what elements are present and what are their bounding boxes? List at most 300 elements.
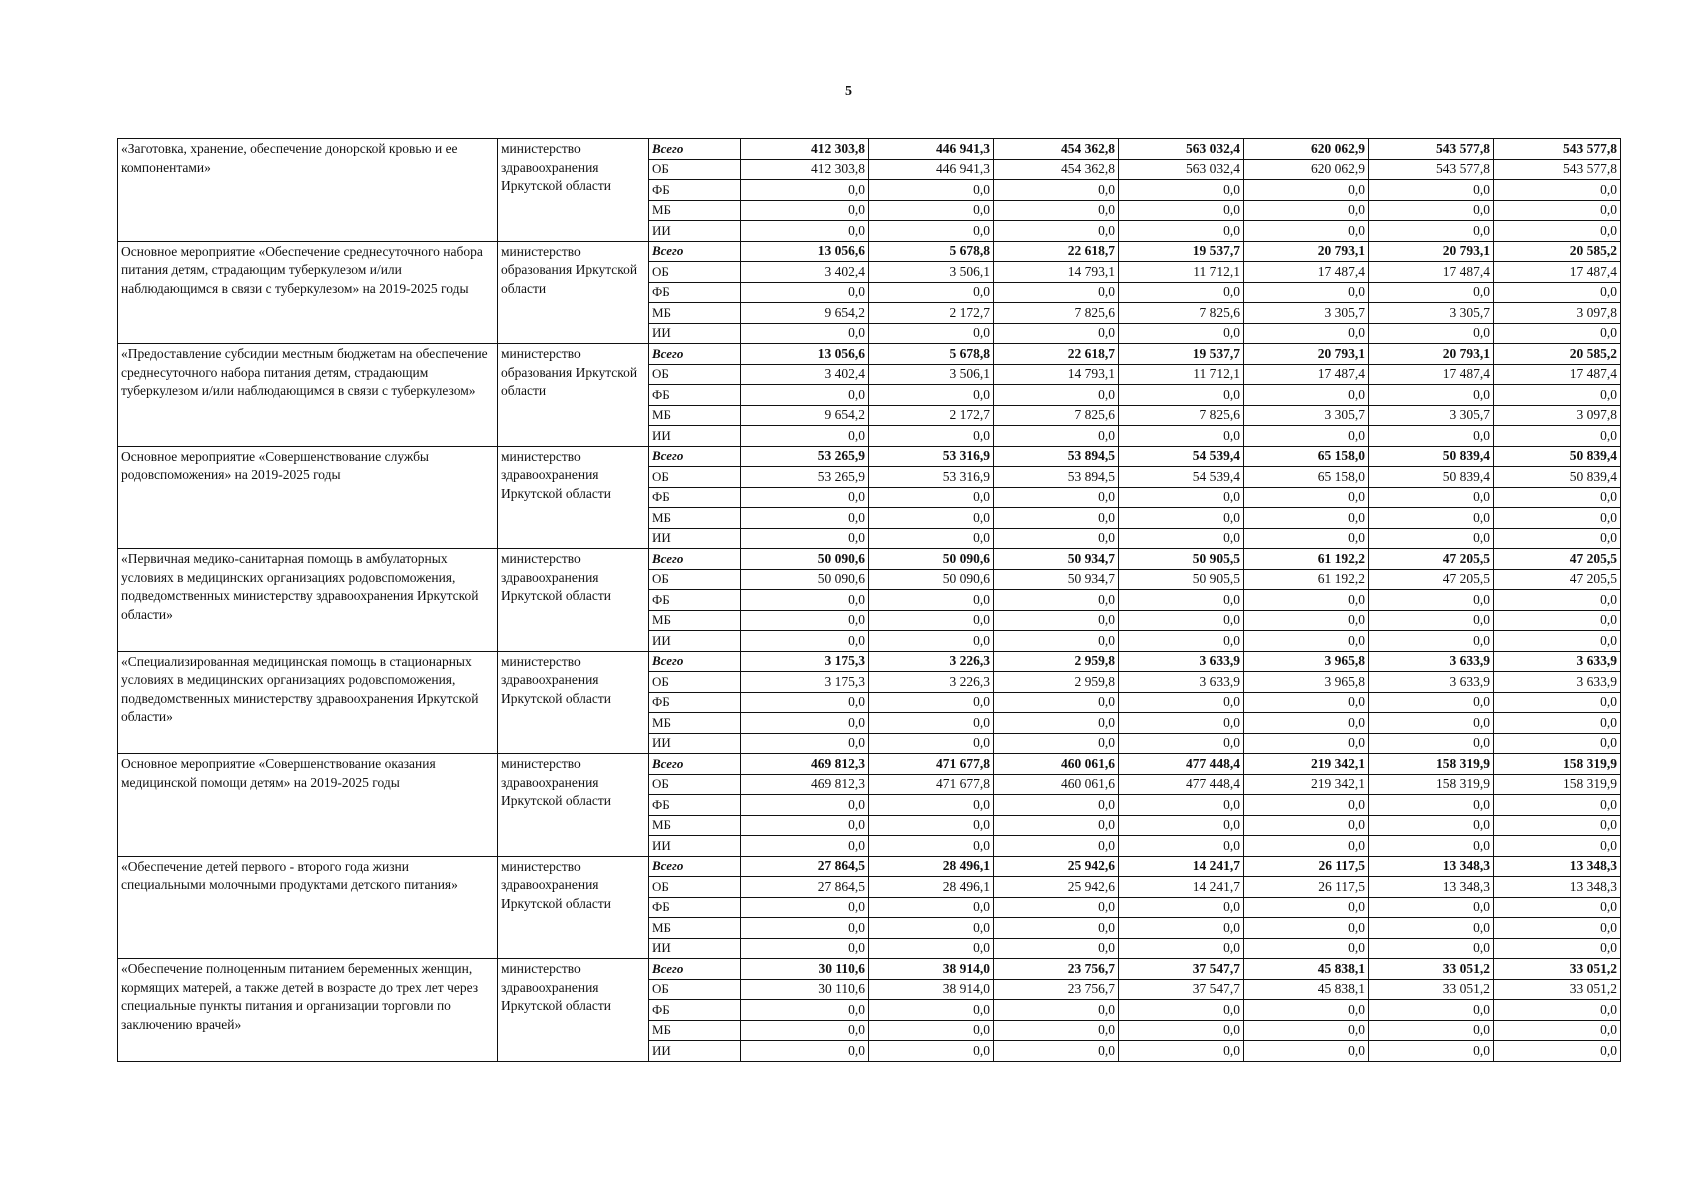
amount-cell: 27 864,5 [741,856,869,877]
amount-cell: 0,0 [994,815,1119,836]
funding-source: ОБ [649,979,741,1000]
amount-cell: 0,0 [1244,487,1369,508]
activity-name: «Первичная медико-санитарная помощь в амбулаторных условиях в медицинских организациях родовспоможения, подведомственных министерству здравоохранения Иркутской области» [118,549,498,652]
funding-source: ИИ [649,631,741,652]
executor-name: министерство здравоохранения Иркутской области [498,651,649,754]
amount-cell: 0,0 [1494,836,1621,857]
amount-cell: 54 539,4 [1119,467,1244,488]
amount-cell: 0,0 [1119,795,1244,816]
amount-cell: 0,0 [741,508,869,529]
funding-source: ОБ [649,364,741,385]
amount-cell: 3 633,9 [1369,672,1494,693]
amount-cell: 0,0 [1494,590,1621,611]
amount-cell: 0,0 [994,221,1119,242]
amount-cell: 7 825,6 [994,405,1119,426]
amount-cell: 454 362,8 [994,139,1119,160]
amount-cell: 14 241,7 [1119,856,1244,877]
amount-cell: 19 537,7 [1119,241,1244,262]
amount-cell: 3 305,7 [1244,303,1369,324]
amount-cell: 13 348,3 [1369,877,1494,898]
amount-cell: 0,0 [869,180,994,201]
amount-cell: 37 547,7 [1119,979,1244,1000]
amount-cell: 50 090,6 [741,569,869,590]
funding-source: МБ [649,1020,741,1041]
amount-cell: 37 547,7 [1119,959,1244,980]
amount-cell: 0,0 [1119,282,1244,303]
amount-cell: 0,0 [994,1020,1119,1041]
amount-cell: 0,0 [1244,897,1369,918]
amount-cell: 50 090,6 [741,549,869,570]
amount-cell: 0,0 [994,713,1119,734]
funding-source: Всего [649,856,741,877]
amount-cell: 53 316,9 [869,467,994,488]
amount-cell: 2 172,7 [869,303,994,324]
amount-cell: 158 319,9 [1494,754,1621,775]
amount-cell: 469 812,3 [741,754,869,775]
amount-cell: 0,0 [1119,385,1244,406]
amount-cell: 0,0 [1119,610,1244,631]
page-number: 5 [845,84,852,99]
amount-cell: 0,0 [741,897,869,918]
funding-source: Всего [649,549,741,570]
amount-cell: 3 506,1 [869,262,994,283]
table-row [118,344,1621,365]
amount-cell: 0,0 [869,795,994,816]
amount-cell: 0,0 [1494,938,1621,959]
amount-cell: 0,0 [869,487,994,508]
amount-cell: 0,0 [1244,1020,1369,1041]
amount-cell: 17 487,4 [1244,262,1369,283]
amount-cell: 13 056,6 [741,241,869,262]
funding-source: ИИ [649,1041,741,1062]
amount-cell: 0,0 [994,508,1119,529]
amount-cell: 0,0 [994,528,1119,549]
funding-source: МБ [649,508,741,529]
amount-cell: 0,0 [1494,508,1621,529]
funding-source: Всего [649,959,741,980]
funding-source: ИИ [649,836,741,857]
amount-cell: 11 712,1 [1119,262,1244,283]
amount-cell: 0,0 [1119,631,1244,652]
amount-cell: 53 316,9 [869,446,994,467]
amount-cell: 17 487,4 [1244,364,1369,385]
amount-cell: 3 097,8 [1494,405,1621,426]
amount-cell: 0,0 [869,631,994,652]
amount-cell: 0,0 [741,180,869,201]
amount-cell: 0,0 [741,1020,869,1041]
amount-cell: 25 942,6 [994,856,1119,877]
funding-source: ФБ [649,180,741,201]
amount-cell: 30 110,6 [741,979,869,1000]
funding-source: МБ [649,815,741,836]
amount-cell: 0,0 [741,385,869,406]
amount-cell: 0,0 [1369,323,1494,344]
activity-name: Основное мероприятие «Совершенствование оказания медицинской помощи детям» на 2019-2025 годы [118,754,498,857]
amount-cell: 53 894,5 [994,467,1119,488]
amount-cell: 0,0 [1244,426,1369,447]
amount-cell: 0,0 [1244,385,1369,406]
amount-cell: 5 678,8 [869,241,994,262]
amount-cell: 0,0 [1119,221,1244,242]
amount-cell: 0,0 [1244,918,1369,939]
funding-source: ФБ [649,385,741,406]
amount-cell: 13 348,3 [1369,856,1494,877]
amount-cell: 33 051,2 [1494,979,1621,1000]
amount-cell: 0,0 [1494,487,1621,508]
amount-cell: 0,0 [994,426,1119,447]
amount-cell: 17 487,4 [1369,262,1494,283]
amount-cell: 2 959,8 [994,651,1119,672]
amount-cell: 3 305,7 [1369,405,1494,426]
executor-name: министерство здравоохранения Иркутской области [498,446,649,549]
amount-cell: 3 633,9 [1119,672,1244,693]
table-row [118,241,1621,262]
amount-cell: 0,0 [1494,528,1621,549]
amount-cell: 0,0 [1494,631,1621,652]
amount-cell: 0,0 [741,733,869,754]
amount-cell: 25 942,6 [994,877,1119,898]
amount-cell: 13 056,6 [741,344,869,365]
amount-cell: 0,0 [1244,692,1369,713]
table-row [118,549,1621,570]
executor-name: министерство здравоохранения Иркутской области [498,139,649,242]
amount-cell: 0,0 [1244,180,1369,201]
amount-cell: 5 678,8 [869,344,994,365]
amount-cell: 0,0 [1369,815,1494,836]
amount-cell: 543 577,8 [1494,139,1621,160]
amount-cell: 0,0 [1369,918,1494,939]
amount-cell: 0,0 [741,795,869,816]
amount-cell: 50 934,7 [994,549,1119,570]
amount-cell: 0,0 [869,938,994,959]
amount-cell: 50 839,4 [1494,446,1621,467]
amount-cell: 0,0 [1494,897,1621,918]
amount-cell: 0,0 [1369,713,1494,734]
amount-cell: 0,0 [1494,221,1621,242]
amount-cell: 0,0 [1244,836,1369,857]
amount-cell: 7 825,6 [1119,405,1244,426]
amount-cell: 471 677,8 [869,754,994,775]
amount-cell: 0,0 [1369,221,1494,242]
funding-source: МБ [649,200,741,221]
amount-cell: 0,0 [869,385,994,406]
amount-cell: 0,0 [741,836,869,857]
amount-cell: 158 319,9 [1369,754,1494,775]
amount-cell: 0,0 [1369,610,1494,631]
amount-cell: 45 838,1 [1244,959,1369,980]
amount-cell: 0,0 [1244,1000,1369,1021]
amount-cell: 0,0 [1244,1041,1369,1062]
amount-cell: 33 051,2 [1369,979,1494,1000]
amount-cell: 0,0 [869,590,994,611]
table-row [118,651,1621,672]
amount-cell: 13 348,3 [1494,877,1621,898]
activity-name: «Специализированная медицинская помощь в стационарных условиях в медицинских организациях родовспоможения, подведомственных министерству здравоохранения Иркутской области» [118,651,498,754]
amount-cell: 65 158,0 [1244,467,1369,488]
amount-cell: 26 117,5 [1244,856,1369,877]
amount-cell: 0,0 [1119,1020,1244,1041]
table-row [118,959,1621,980]
amount-cell: 3 965,8 [1244,651,1369,672]
amount-cell: 158 319,9 [1369,774,1494,795]
amount-cell: 0,0 [994,897,1119,918]
amount-cell: 9 654,2 [741,303,869,324]
table-row [118,446,1621,467]
amount-cell: 620 062,9 [1244,159,1369,180]
amount-cell: 22 618,7 [994,344,1119,365]
amount-cell: 563 032,4 [1119,159,1244,180]
amount-cell: 9 654,2 [741,405,869,426]
amount-cell: 2 172,7 [869,405,994,426]
funding-source: ИИ [649,733,741,754]
amount-cell: 0,0 [994,200,1119,221]
amount-cell: 45 838,1 [1244,979,1369,1000]
funding-source: ФБ [649,795,741,816]
amount-cell: 0,0 [741,323,869,344]
amount-cell: 0,0 [741,692,869,713]
amount-cell: 0,0 [1119,692,1244,713]
amount-cell: 0,0 [1244,815,1369,836]
amount-cell: 0,0 [1369,733,1494,754]
funding-source: МБ [649,405,741,426]
activity-name: «Обеспечение детей первого - второго года жизни специальными молочными продуктами детского питания» [118,856,498,959]
amount-cell: 0,0 [1119,528,1244,549]
amount-cell: 460 061,6 [994,754,1119,775]
funding-source: МБ [649,303,741,324]
amount-cell: 0,0 [1244,795,1369,816]
amount-cell: 47 205,5 [1494,549,1621,570]
amount-cell: 0,0 [1494,918,1621,939]
amount-cell: 219 342,1 [1244,754,1369,775]
amount-cell: 3 226,3 [869,672,994,693]
amount-cell: 0,0 [1369,1020,1494,1041]
amount-cell: 0,0 [869,918,994,939]
amount-cell: 0,0 [1494,385,1621,406]
amount-cell: 17 487,4 [1369,364,1494,385]
amount-cell: 219 342,1 [1244,774,1369,795]
amount-cell: 14 793,1 [994,262,1119,283]
funding-source: ФБ [649,1000,741,1021]
activity-name: «Обеспечение полноценным питанием беременных женщин, кормящих матерей, а также детей в возрасте до трех лет через специальные пункты питания и организации торговли по заключению врачей» [118,959,498,1062]
amount-cell: 47 205,5 [1369,549,1494,570]
amount-cell: 0,0 [1369,487,1494,508]
amount-cell: 0,0 [1119,180,1244,201]
executor-name: министерство здравоохранения Иркутской области [498,754,649,857]
amount-cell: 0,0 [994,795,1119,816]
amount-cell: 0,0 [1494,282,1621,303]
amount-cell: 0,0 [1119,508,1244,529]
amount-cell: 14 241,7 [1119,877,1244,898]
amount-cell: 0,0 [1244,713,1369,734]
amount-cell: 0,0 [1494,1041,1621,1062]
amount-cell: 0,0 [741,590,869,611]
amount-cell: 3 633,9 [1119,651,1244,672]
amount-cell: 38 914,0 [869,959,994,980]
amount-cell: 47 205,5 [1494,569,1621,590]
amount-cell: 0,0 [869,897,994,918]
amount-cell: 50 839,4 [1494,467,1621,488]
amount-cell: 0,0 [741,938,869,959]
amount-cell: 0,0 [994,733,1119,754]
amount-cell: 33 051,2 [1369,959,1494,980]
amount-cell: 53 265,9 [741,467,869,488]
amount-cell: 3 175,3 [741,651,869,672]
amount-cell: 0,0 [869,836,994,857]
amount-cell: 0,0 [994,938,1119,959]
amount-cell: 50 090,6 [869,569,994,590]
amount-cell: 0,0 [1119,713,1244,734]
funding-source: ОБ [649,672,741,693]
amount-cell: 0,0 [994,1000,1119,1021]
amount-cell: 0,0 [994,282,1119,303]
amount-cell: 33 051,2 [1494,959,1621,980]
amount-cell: 11 712,1 [1119,364,1244,385]
amount-cell: 543 577,8 [1369,159,1494,180]
amount-cell: 0,0 [1369,631,1494,652]
amount-cell: 477 448,4 [1119,754,1244,775]
amount-cell: 53 265,9 [741,446,869,467]
amount-cell: 20 793,1 [1244,344,1369,365]
amount-cell: 0,0 [1119,897,1244,918]
funding-source: ИИ [649,426,741,447]
amount-cell: 3 305,7 [1369,303,1494,324]
amount-cell: 0,0 [994,631,1119,652]
funding-source: ФБ [649,282,741,303]
amount-cell: 0,0 [741,426,869,447]
amount-cell: 0,0 [1494,1020,1621,1041]
amount-cell: 0,0 [1369,508,1494,529]
amount-cell: 27 864,5 [741,877,869,898]
amount-cell: 0,0 [741,487,869,508]
funding-source: ИИ [649,221,741,242]
amount-cell: 65 158,0 [1244,446,1369,467]
amount-cell: 0,0 [1369,897,1494,918]
funding-source: Всего [649,241,741,262]
funding-source: ОБ [649,262,741,283]
amount-cell: 0,0 [1494,180,1621,201]
amount-cell: 3 633,9 [1494,672,1621,693]
amount-cell: 0,0 [1244,938,1369,959]
funding-source: МБ [649,918,741,939]
amount-cell: 0,0 [994,590,1119,611]
amount-cell: 17 487,4 [1494,262,1621,283]
amount-cell: 0,0 [869,221,994,242]
amount-cell: 38 914,0 [869,979,994,1000]
executor-name: министерство здравоохранения Иркутской области [498,856,649,959]
amount-cell: 0,0 [869,528,994,549]
amount-cell: 0,0 [1244,590,1369,611]
amount-cell: 0,0 [1369,938,1494,959]
amount-cell: 471 677,8 [869,774,994,795]
amount-cell: 0,0 [741,713,869,734]
amount-cell: 446 941,3 [869,139,994,160]
amount-cell: 0,0 [1494,815,1621,836]
activity-name: «Заготовка, хранение, обеспечение донорской кровью и ее компонентами» [118,139,498,242]
amount-cell: 0,0 [1494,610,1621,631]
amount-cell: 3 965,8 [1244,672,1369,693]
table-row [118,856,1621,877]
amount-cell: 0,0 [1119,1000,1244,1021]
amount-cell: 0,0 [869,1020,994,1041]
funding-source: ФБ [649,897,741,918]
amount-cell: 7 825,6 [1119,303,1244,324]
amount-cell: 0,0 [1119,836,1244,857]
amount-cell: 3 402,4 [741,262,869,283]
amount-cell: 50 905,5 [1119,569,1244,590]
amount-cell: 50 934,7 [994,569,1119,590]
amount-cell: 30 110,6 [741,959,869,980]
amount-cell: 0,0 [1369,795,1494,816]
amount-cell: 543 577,8 [1494,159,1621,180]
amount-cell: 0,0 [1119,426,1244,447]
amount-cell: 0,0 [869,282,994,303]
amount-cell: 0,0 [1119,1041,1244,1062]
amount-cell: 0,0 [994,918,1119,939]
amount-cell: 22 618,7 [994,241,1119,262]
amount-cell: 0,0 [1369,1000,1494,1021]
amount-cell: 0,0 [1369,385,1494,406]
amount-cell: 0,0 [741,918,869,939]
amount-cell: 23 756,7 [994,979,1119,1000]
funding-source: Всего [649,139,741,160]
amount-cell: 0,0 [994,610,1119,631]
amount-cell: 0,0 [741,631,869,652]
amount-cell: 412 303,8 [741,139,869,160]
amount-cell: 17 487,4 [1494,364,1621,385]
amount-cell: 3 226,3 [869,651,994,672]
amount-cell: 0,0 [1119,323,1244,344]
amount-cell: 3 097,8 [1494,303,1621,324]
funding-source: ОБ [649,159,741,180]
amount-cell: 0,0 [1369,528,1494,549]
amount-cell: 3 633,9 [1494,651,1621,672]
amount-cell: 0,0 [1494,200,1621,221]
executor-name: министерство образования Иркутской области [498,241,649,344]
amount-cell: 0,0 [1369,836,1494,857]
amount-cell: 0,0 [994,1041,1119,1062]
amount-cell: 28 496,1 [869,856,994,877]
amount-cell: 0,0 [1119,487,1244,508]
amount-cell: 563 032,4 [1119,139,1244,160]
funding-source: Всего [649,651,741,672]
amount-cell: 0,0 [741,1000,869,1021]
amount-cell: 50 839,4 [1369,467,1494,488]
amount-cell: 0,0 [1119,200,1244,221]
amount-cell: 0,0 [741,815,869,836]
amount-cell: 0,0 [1369,200,1494,221]
amount-cell: 3 402,4 [741,364,869,385]
amount-cell: 0,0 [741,282,869,303]
amount-cell: 469 812,3 [741,774,869,795]
amount-cell: 0,0 [1244,323,1369,344]
amount-cell: 0,0 [1119,815,1244,836]
amount-cell: 0,0 [741,528,869,549]
amount-cell: 0,0 [1369,692,1494,713]
amount-cell: 14 793,1 [994,364,1119,385]
funding-source: ИИ [649,323,741,344]
amount-cell: 0,0 [1244,528,1369,549]
amount-cell: 460 061,6 [994,774,1119,795]
activity-name: Основное мероприятие «Обеспечение среднесуточного набора питания детям, страдающим туберкулезом и/или наблюдающимся в связи с туберкулезом» на 2019-2025 годы [118,241,498,344]
amount-cell: 61 192,2 [1244,549,1369,570]
amount-cell: 54 539,4 [1119,446,1244,467]
amount-cell: 50 090,6 [869,549,994,570]
amount-cell: 0,0 [1369,1041,1494,1062]
amount-cell: 50 839,4 [1369,446,1494,467]
funding-source: Всего [649,446,741,467]
amount-cell: 20 793,1 [1369,344,1494,365]
amount-cell: 0,0 [1244,221,1369,242]
